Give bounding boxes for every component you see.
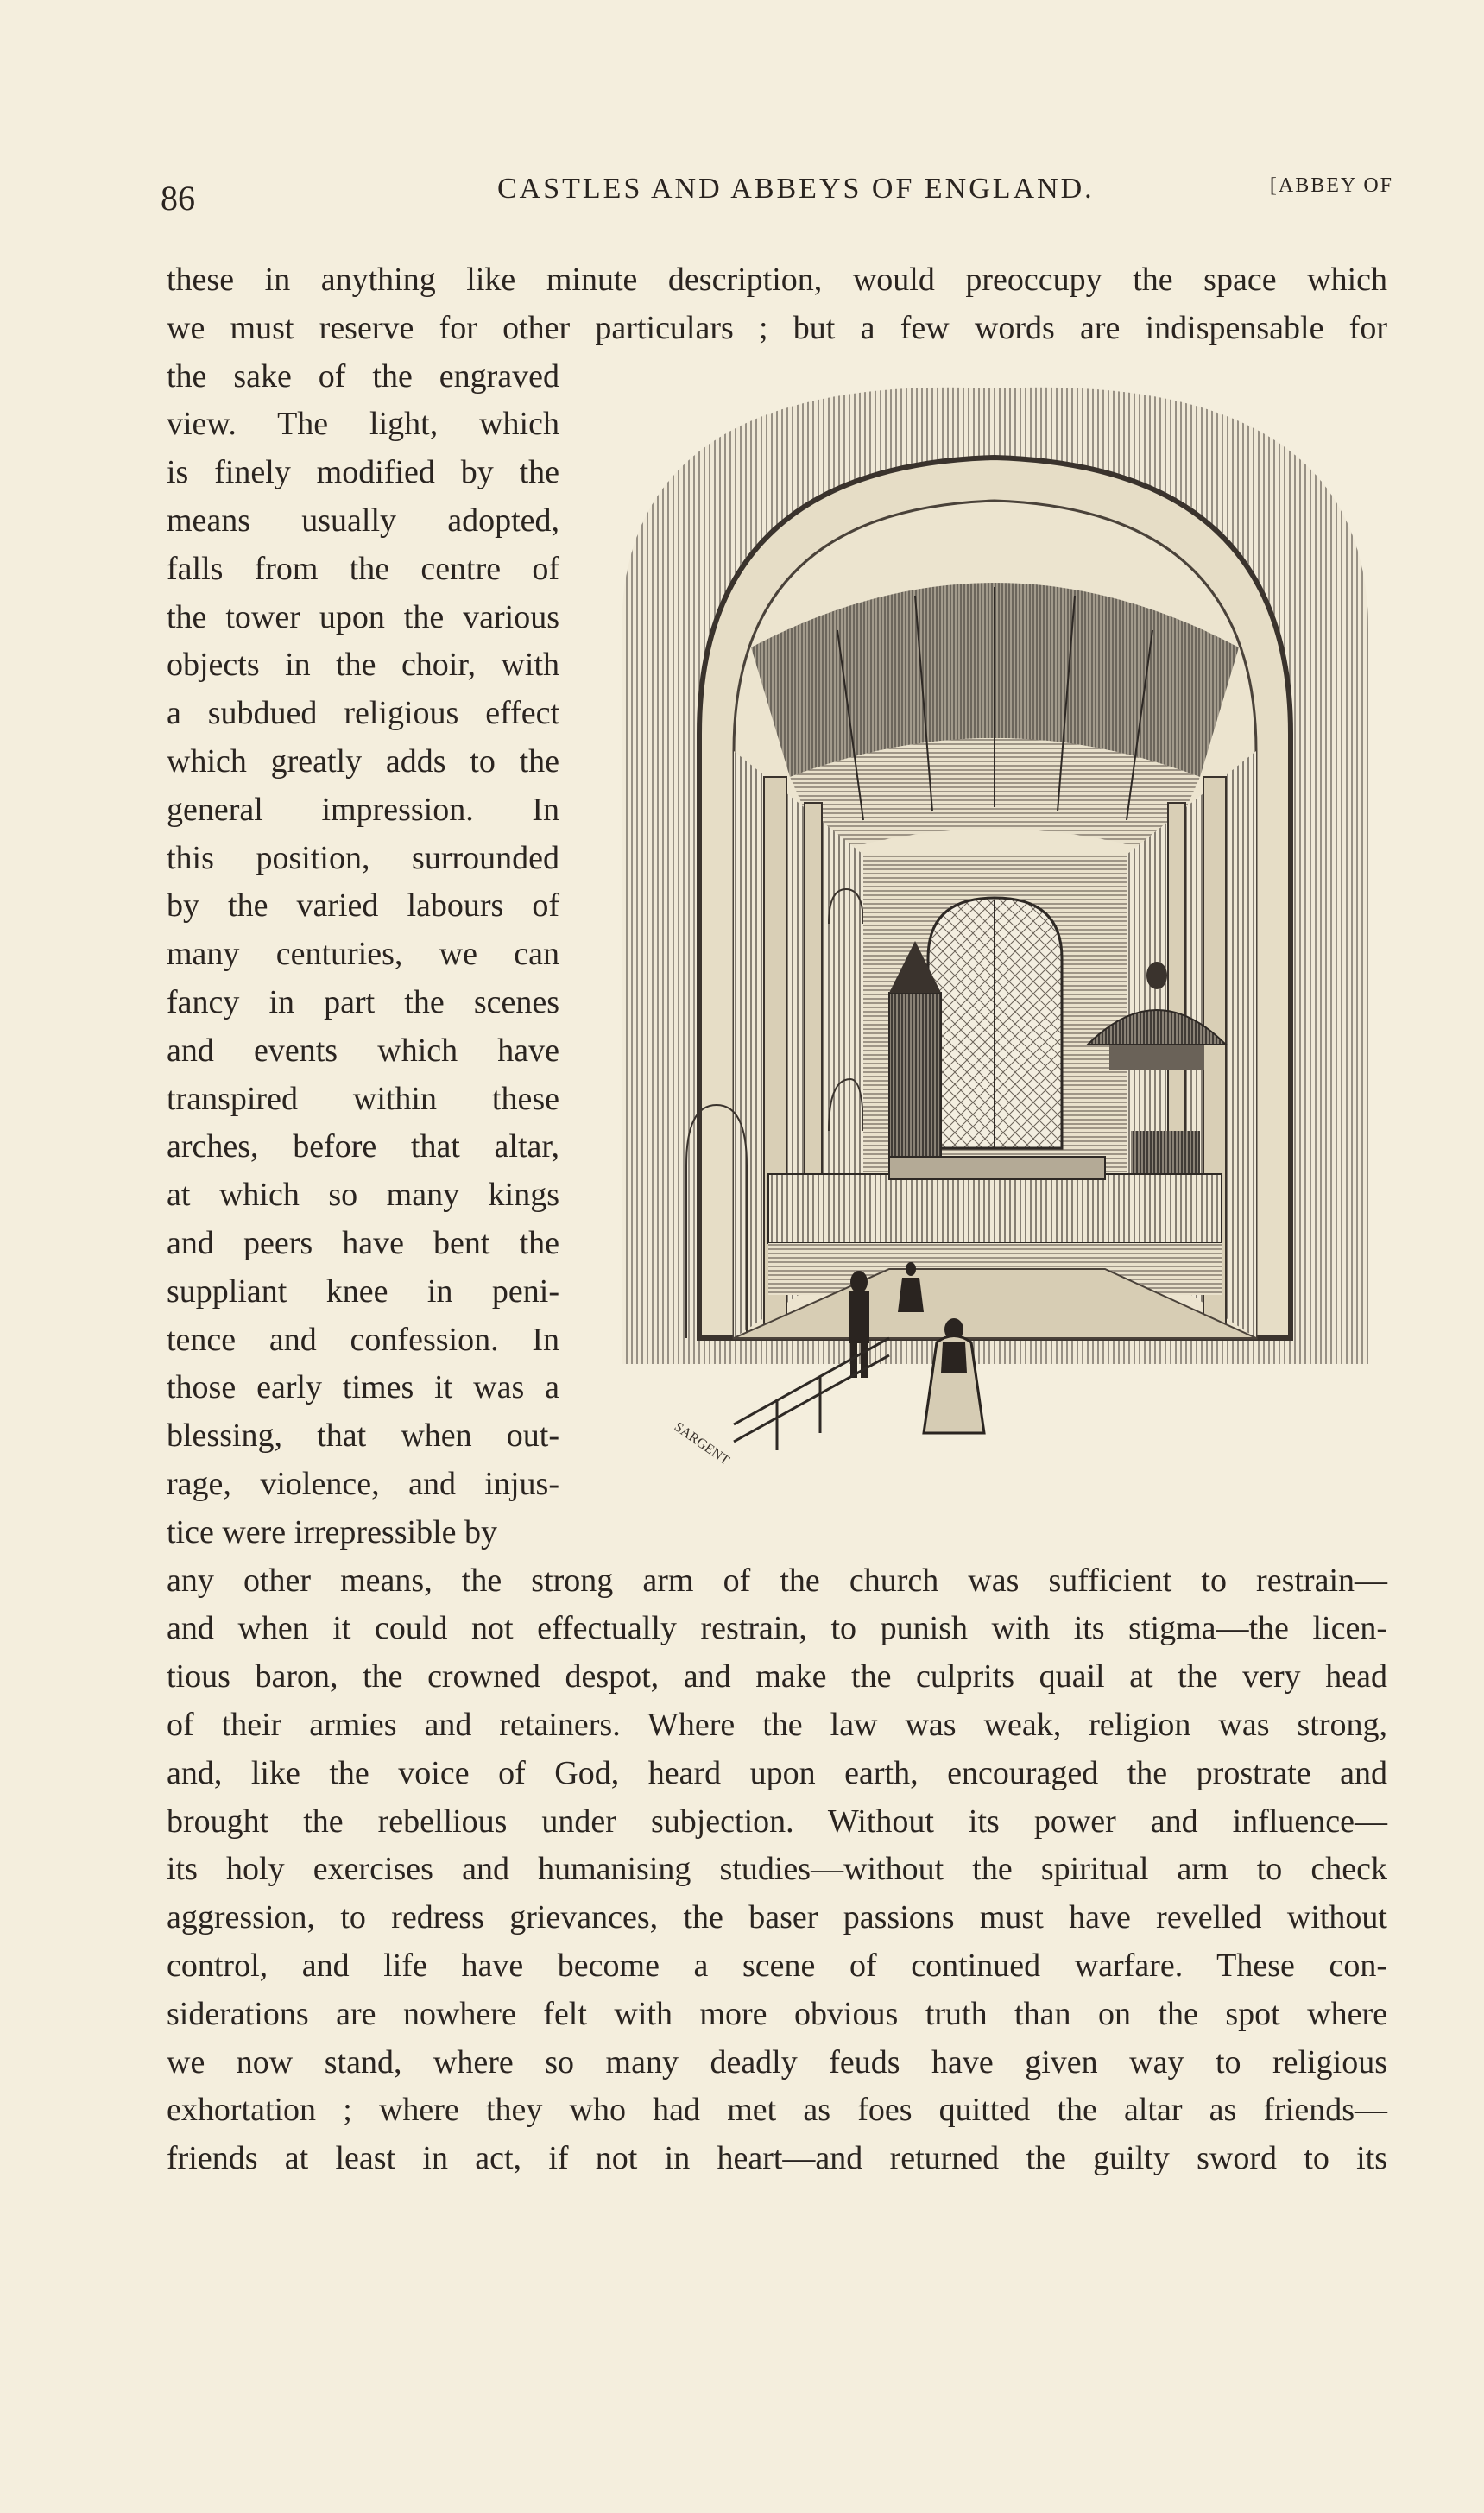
- text-line: exhortation ; where they who had met as foes quitted the altar as friends—: [167, 2092, 1387, 2129]
- text-line: view. The light, which: [167, 406, 559, 443]
- text-line: of their armies and retainers. Where the law was weak, religion was strong,: [167, 1707, 1387, 1743]
- text-line: which greatly adds to the: [167, 743, 559, 780]
- text-line: control, and life have become a scene of continued warfare. These con-: [167, 1948, 1387, 1984]
- text-line: transpired within these: [167, 1080, 559, 1117]
- text-line: fancy in part the scenes: [167, 984, 559, 1020]
- text-line: friends at least in act, if not in heart—and returned the guilty sword to its: [167, 2140, 1387, 2177]
- text-line: the tower upon the various: [167, 598, 559, 635]
- text-line: falls from the centre of: [167, 550, 559, 587]
- page-number: 86: [161, 179, 195, 218]
- cathedral-choir-engraving: [604, 371, 1386, 1528]
- text-line: is finely modified by the: [167, 454, 559, 491]
- text-line: general impression. In: [167, 791, 559, 828]
- text-line: tice were irrepressible by: [167, 1513, 497, 1550]
- text-line: those early times it was a: [167, 1369, 559, 1406]
- text-line: its holy exercises and humanising studies—without the spiritual arm to check: [167, 1851, 1387, 1888]
- text-line: many centuries, we can: [167, 936, 559, 973]
- text-line: the sake of the engraved: [167, 357, 559, 395]
- text-line: by the varied labours of: [167, 887, 559, 925]
- section-marker: [ABBEY OF: [1269, 174, 1393, 197]
- running-title: CASTLES AND ABBEYS OF ENGLAND.: [497, 173, 1095, 205]
- text-line: any other means, the strong arm of the church was sufficient to restrain—: [167, 1562, 1387, 1599]
- text-line: and, like the voice of God, heard upon earth, encouraged the prostrate and: [167, 1754, 1387, 1791]
- text-line: rage, violence, and injus-: [167, 1466, 559, 1502]
- text-line: tence and confession. In: [167, 1321, 559, 1358]
- text-line: these in anything like minute description, would preoccupy the space which: [167, 262, 1387, 298]
- text-line: siderations are nowhere felt with more obvious truth than on the spot where: [167, 1995, 1387, 2032]
- text-line: at which so many kings: [167, 1177, 559, 1214]
- text-line: we must reserve for other particulars ; but a few words are indispensable for: [167, 309, 1387, 346]
- choir-stalls: [734, 1157, 1256, 1338]
- text-line: suppliant knee in peni-: [167, 1272, 559, 1310]
- text-line: means usually adopted,: [167, 502, 559, 539]
- text-line: this position, surrounded: [167, 839, 559, 876]
- ceiling-coffers: [751, 583, 1239, 855]
- text-line: a subdued religious effect: [167, 695, 559, 732]
- text-line: arches, before that altar,: [167, 1128, 559, 1165]
- page-header: [161, 171, 1393, 223]
- text-line: and when it could not effectually restrain, to punish with its stigma—the licen-: [167, 1610, 1387, 1647]
- text-line: blessing, that when out-: [167, 1418, 559, 1455]
- text-line: we now stand, where so many deadly feuds have given way to religious: [167, 2043, 1387, 2080]
- text-line: and events which have: [167, 1032, 559, 1069]
- text-line: tious baron, the crowned despot, and make the culprits quail at the very head: [167, 1658, 1387, 1695]
- engraver-signature: SARGENT: [671, 1419, 732, 1468]
- text-line: brought the rebellious under subjection. Without its power and influence—: [167, 1803, 1387, 1840]
- text-line: and peers have bent the: [167, 1225, 559, 1261]
- text-line: objects in the choir, with: [167, 647, 559, 684]
- text-line: aggression, to redress grievances, the baser passions must have revelled without: [167, 1899, 1387, 1936]
